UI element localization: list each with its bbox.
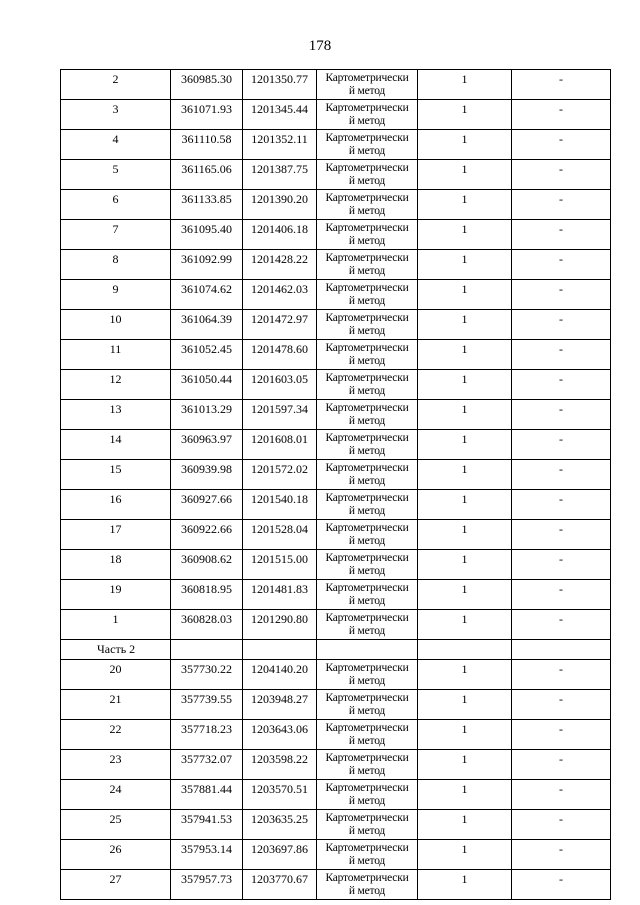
y-coordinate-cell: 1201290.80 [243,610,317,640]
method-line-1: Картометрически [325,342,409,354]
description-cell: - [512,340,611,370]
table-row [61,400,611,430]
accuracy-cell: 1 [418,780,512,810]
table-row [61,580,611,610]
method-line-2: й метод [348,475,386,487]
point-number-cell: 18 [61,550,171,580]
point-number-cell: 20 [61,660,171,690]
point-number-cell: 16 [61,490,171,520]
y-coordinate-cell: 1201406.18 [243,220,317,250]
point-number-cell: 1 [61,610,171,640]
x-coordinate-cell: 357718.23 [171,720,243,750]
point-number-cell: 9 [61,280,171,310]
description-cell: - [512,400,611,430]
description-cell: - [512,130,611,160]
x-coordinate-cell: 361050.44 [171,370,243,400]
coordinates-table [60,69,611,900]
description-cell: - [512,250,611,280]
method-cell [317,310,418,340]
point-number-cell: 25 [61,810,171,840]
empty-cell [317,640,418,660]
method-cell [317,130,418,160]
x-coordinate-cell: 360927.66 [171,490,243,520]
x-coordinate-cell: 360939.98 [171,460,243,490]
x-coordinate-cell: 361013.29 [171,400,243,430]
method-line-2: й метод [348,675,386,687]
point-number-cell: 11 [61,340,171,370]
method-line-2: й метод [348,145,386,157]
accuracy-cell: 1 [418,490,512,520]
method-cell [317,690,418,720]
method-line-1: Картометрически [325,692,409,704]
point-number-cell: 24 [61,780,171,810]
x-coordinate-cell: 361165.06 [171,160,243,190]
description-cell: - [512,220,611,250]
method-line-1: Картометрически [325,872,409,884]
y-coordinate-cell: 1201478.60 [243,340,317,370]
method-cell [317,400,418,430]
method-cell [317,550,418,580]
table-row [61,100,611,130]
accuracy-cell: 1 [418,400,512,430]
method-line-1: Картометрически [325,72,409,84]
point-number-cell: 27 [61,870,171,900]
method-line-1: Картометрически [325,252,409,264]
point-number-cell: 3 [61,100,171,130]
y-coordinate-cell: 1203643.06 [243,720,317,750]
accuracy-cell: 1 [418,750,512,780]
method-cell [317,520,418,550]
y-coordinate-cell: 1201352.11 [243,130,317,160]
x-coordinate-cell: 361071.93 [171,100,243,130]
table-row [61,370,611,400]
description-cell: - [512,310,611,340]
method-line-1: Картометрически [325,192,409,204]
point-number-cell: 22 [61,720,171,750]
x-coordinate-cell: 357739.55 [171,690,243,720]
description-cell: - [512,430,611,460]
point-number-cell: 8 [61,250,171,280]
method-cell [317,100,418,130]
method-cell [317,580,418,610]
y-coordinate-cell: 1201515.00 [243,550,317,580]
y-coordinate-cell: 1201608.01 [243,430,317,460]
table-row [61,280,611,310]
point-number-cell: 17 [61,520,171,550]
method-line-1: Картометрически [325,722,409,734]
method-line-1: Картометрически [325,102,409,114]
method-line-2: й метод [348,705,386,717]
method-line-1: Картометрически [325,372,409,384]
method-line-1: Картометрически [325,752,409,764]
point-number-cell: 5 [61,160,171,190]
method-line-2: й метод [348,85,386,97]
accuracy-cell: 1 [418,720,512,750]
method-cell [317,660,418,690]
method-line-2: й метод [348,505,386,517]
accuracy-cell: 1 [418,580,512,610]
method-line-2: й метод [348,325,386,337]
description-cell: - [512,550,611,580]
description-cell: - [512,840,611,870]
table-row [61,220,611,250]
section-label: Часть 2 [61,640,171,660]
accuracy-cell: 1 [418,430,512,460]
description-cell: - [512,70,611,100]
description-cell: - [512,100,611,130]
accuracy-cell: 1 [418,280,512,310]
y-coordinate-cell: 1203770.67 [243,870,317,900]
accuracy-cell: 1 [418,460,512,490]
table-row [61,160,611,190]
method-cell [317,70,418,100]
method-line-2: й метод [348,445,386,457]
x-coordinate-cell: 357953.14 [171,840,243,870]
section-row [61,640,611,660]
table-row [61,870,611,900]
x-coordinate-cell: 361064.39 [171,310,243,340]
table-row [61,610,611,640]
table-row [61,720,611,750]
table-row [61,690,611,720]
page-number: 178 [308,38,332,54]
method-line-2: й метод [348,825,386,837]
description-cell: - [512,780,611,810]
point-number-cell: 12 [61,370,171,400]
method-line-2: й метод [348,385,386,397]
method-line-1: Картометрически [325,432,409,444]
x-coordinate-cell: 357730.22 [171,660,243,690]
method-line-1: Картометрически [325,462,409,474]
x-coordinate-cell: 360922.66 [171,520,243,550]
accuracy-cell: 1 [418,250,512,280]
method-line-1: Картометрически [325,222,409,234]
method-cell [317,430,418,460]
accuracy-cell: 1 [418,310,512,340]
method-line-2: й метод [348,115,386,127]
accuracy-cell: 1 [418,690,512,720]
method-line-1: Картометрически [325,492,409,504]
point-number-cell: 2 [61,70,171,100]
method-line-2: й метод [348,795,386,807]
table-row [61,70,611,100]
point-number-cell: 21 [61,690,171,720]
method-line-1: Картометрически [325,162,409,174]
x-coordinate-cell: 357881.44 [171,780,243,810]
description-cell: - [512,370,611,400]
method-line-1: Картометрически [325,282,409,294]
accuracy-cell: 1 [418,340,512,370]
description-cell: - [512,610,611,640]
x-coordinate-cell: 360985.30 [171,70,243,100]
description-cell: - [512,190,611,220]
method-line-2: й метод [348,175,386,187]
method-cell [317,250,418,280]
x-coordinate-cell: 357732.07 [171,750,243,780]
accuracy-cell: 1 [418,870,512,900]
description-cell: - [512,520,611,550]
method-line-2: й метод [348,535,386,547]
method-line-2: й метод [348,595,386,607]
description-cell: - [512,870,611,900]
method-line-1: Картометрически [325,582,409,594]
method-cell [317,370,418,400]
table-row [61,250,611,280]
table-row [61,550,611,580]
method-line-2: й метод [348,765,386,777]
table-row [61,840,611,870]
table-row [61,750,611,780]
accuracy-cell: 1 [418,840,512,870]
y-coordinate-cell: 1203598.22 [243,750,317,780]
y-coordinate-cell: 1201390.20 [243,190,317,220]
table-row [61,190,611,220]
point-number-cell: 13 [61,400,171,430]
table-row [61,520,611,550]
y-coordinate-cell: 1201472.97 [243,310,317,340]
method-line-1: Картометрически [325,662,409,674]
description-cell: - [512,280,611,310]
x-coordinate-cell: 360828.03 [171,610,243,640]
method-cell [317,840,418,870]
accuracy-cell: 1 [418,130,512,160]
table-section-part-2 [61,640,611,660]
method-line-2: й метод [348,295,386,307]
empty-cell [512,640,611,660]
y-coordinate-cell: 1201603.05 [243,370,317,400]
method-cell [317,870,418,900]
method-line-1: Картометрически [325,782,409,794]
description-cell: - [512,160,611,190]
x-coordinate-cell: 361092.99 [171,250,243,280]
y-coordinate-cell: 1201462.03 [243,280,317,310]
method-line-2: й метод [348,625,386,637]
accuracy-cell: 1 [418,660,512,690]
method-line-1: Картометрически [325,132,409,144]
table-body-part-1 [61,70,611,640]
y-coordinate-cell: 1201597.34 [243,400,317,430]
table-row [61,460,611,490]
accuracy-cell: 1 [418,370,512,400]
x-coordinate-cell: 361074.62 [171,280,243,310]
description-cell: - [512,690,611,720]
description-cell: - [512,660,611,690]
method-line-2: й метод [348,735,386,747]
point-number-cell: 26 [61,840,171,870]
y-coordinate-cell: 1204140.20 [243,660,317,690]
method-line-1: Картометрически [325,312,409,324]
accuracy-cell: 1 [418,70,512,100]
method-line-1: Картометрически [325,552,409,564]
point-number-cell: 23 [61,750,171,780]
table-row [61,310,611,340]
x-coordinate-cell: 360908.62 [171,550,243,580]
table-body-part-2 [61,660,611,900]
accuracy-cell: 1 [418,220,512,250]
y-coordinate-cell: 1203635.25 [243,810,317,840]
accuracy-cell: 1 [418,100,512,130]
accuracy-cell: 1 [418,520,512,550]
table-row [61,430,611,460]
description-cell: - [512,720,611,750]
method-line-2: й метод [348,355,386,367]
y-coordinate-cell: 1201481.83 [243,580,317,610]
y-coordinate-cell: 1201528.04 [243,520,317,550]
point-number-cell: 14 [61,430,171,460]
empty-cell [243,640,317,660]
table-row [61,340,611,370]
method-cell [317,280,418,310]
point-number-cell: 19 [61,580,171,610]
description-cell: - [512,490,611,520]
table-row [61,810,611,840]
method-cell [317,780,418,810]
y-coordinate-cell: 1203697.86 [243,840,317,870]
table-row [61,780,611,810]
point-number-cell: 4 [61,130,171,160]
point-number-cell: 15 [61,460,171,490]
method-line-2: й метод [348,235,386,247]
method-line-1: Картометрически [325,522,409,534]
empty-cell [171,640,243,660]
accuracy-cell: 1 [418,610,512,640]
x-coordinate-cell: 361133.85 [171,190,243,220]
table-row [61,490,611,520]
method-cell [317,610,418,640]
method-line-2: й метод [348,565,386,577]
method-cell [317,340,418,370]
method-cell [317,460,418,490]
y-coordinate-cell: 1201428.22 [243,250,317,280]
method-line-1: Картометрически [325,402,409,414]
method-line-2: й метод [348,885,386,897]
method-line-1: Картометрически [325,842,409,854]
table-row [61,130,611,160]
method-line-2: й метод [348,265,386,277]
point-number-cell: 10 [61,310,171,340]
method-line-2: й метод [348,415,386,427]
y-coordinate-cell: 1201387.75 [243,160,317,190]
description-cell: - [512,460,611,490]
y-coordinate-cell: 1203570.51 [243,780,317,810]
method-cell [317,160,418,190]
accuracy-cell: 1 [418,550,512,580]
empty-cell [418,640,512,660]
method-line-2: й метод [348,205,386,217]
method-cell [317,490,418,520]
method-line-1: Картометрически [325,812,409,824]
point-number-cell: 7 [61,220,171,250]
point-number-cell: 6 [61,190,171,220]
description-cell: - [512,580,611,610]
description-cell: - [512,750,611,780]
y-coordinate-cell: 1201350.77 [243,70,317,100]
method-cell [317,720,418,750]
method-line-2: й метод [348,855,386,867]
y-coordinate-cell: 1203948.27 [243,690,317,720]
method-cell [317,810,418,840]
accuracy-cell: 1 [418,810,512,840]
description-cell: - [512,810,611,840]
x-coordinate-cell: 357941.53 [171,810,243,840]
x-coordinate-cell: 357957.73 [171,870,243,900]
x-coordinate-cell: 360818.95 [171,580,243,610]
method-line-1: Картометрически [325,612,409,624]
x-coordinate-cell: 360963.97 [171,430,243,460]
y-coordinate-cell: 1201540.18 [243,490,317,520]
table-row [61,660,611,690]
y-coordinate-cell: 1201345.44 [243,100,317,130]
x-coordinate-cell: 361095.40 [171,220,243,250]
method-cell [317,750,418,780]
accuracy-cell: 1 [418,190,512,220]
method-cell [317,220,418,250]
y-coordinate-cell: 1201572.02 [243,460,317,490]
method-cell [317,190,418,220]
x-coordinate-cell: 361110.58 [171,130,243,160]
accuracy-cell: 1 [418,160,512,190]
x-coordinate-cell: 361052.45 [171,340,243,370]
